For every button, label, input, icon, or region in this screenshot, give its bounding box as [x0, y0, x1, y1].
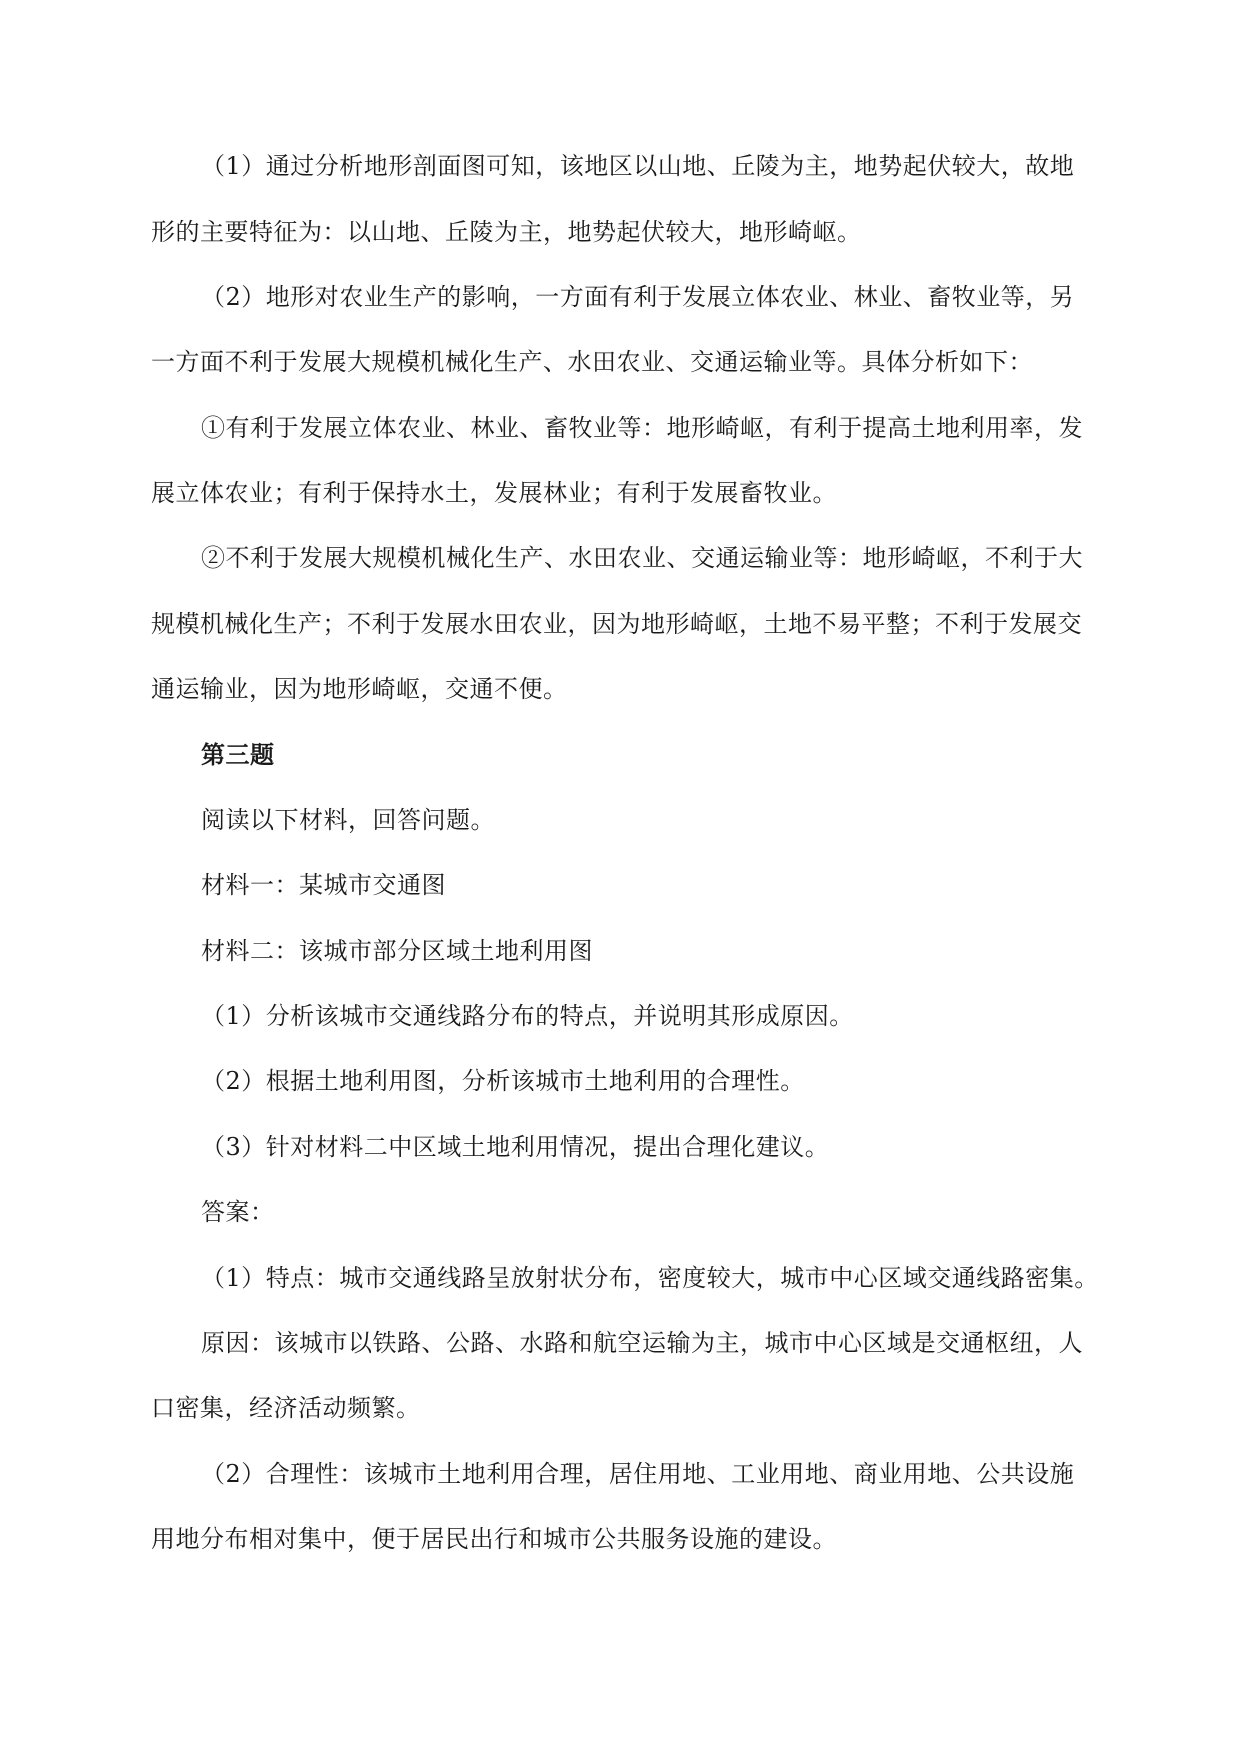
- paragraph-line: （2）合理性：该城市土地利用合理，居住用地、工业用地、商业用地、公共设施: [201, 1460, 1075, 1488]
- paragraph-line: 原因：该城市以铁路、公路、水路和航空运输为主，城市中心区域是交通枢纽，人: [201, 1329, 1083, 1357]
- paragraph-line: （2）根据土地利用图，分析该城市土地利用的合理性。: [201, 1067, 805, 1095]
- paragraph-line: 阅读以下材料，回答问题。: [201, 806, 495, 834]
- paragraph-line: 材料二：该城市部分区域土地利用图: [201, 937, 593, 965]
- section-heading: 第三题: [201, 741, 275, 769]
- paragraph-line: 展立体农业；有利于保持水土，发展林业；有利于发展畜牧业。: [151, 479, 837, 507]
- paragraph-line: 通运输业，因为地形崎岖，交通不便。: [151, 675, 568, 703]
- paragraph-line: ①有利于发展立体农业、林业、畜牧业等：地形崎岖，有利于提高土地利用率，发: [201, 414, 1083, 442]
- paragraph-line: 口密集，经济活动频繁。: [151, 1394, 421, 1422]
- paragraph-line: （2）地形对农业生产的影响，一方面有利于发展立体农业、林业、畜牧业等，另: [201, 283, 1075, 311]
- paragraph-line: 用地分布相对集中，便于居民出行和城市公共服务设施的建设。: [151, 1525, 837, 1553]
- paragraph-line: （1）通过分析地形剖面图可知，该地区以山地、丘陵为主，地势起伏较大，故地: [201, 152, 1075, 180]
- paragraph-line: （1）特点：城市交通线路呈放射状分布，密度较大，城市中心区域交通线路密集。: [201, 1264, 1099, 1292]
- paragraph-line: ②不利于发展大规模机械化生产、水田农业、交通运输业等：地形崎岖，不利于大: [201, 544, 1083, 572]
- paragraph-line: （1）分析该城市交通线路分布的特点，并说明其形成原因。: [201, 1002, 854, 1030]
- paragraph-line: （3）针对材料二中区域土地利用情况，提出合理化建议。: [201, 1133, 830, 1161]
- paragraph-line: 一方面不利于发展大规模机械化生产、水田农业、交通运输业等。具体分析如下：: [151, 348, 1033, 376]
- paragraph-line: 答案：: [201, 1198, 275, 1226]
- paragraph-line: 形的主要特征为：以山地、丘陵为主，地势起伏较大，地形崎岖。: [151, 218, 862, 246]
- paragraph-line: 规模机械化生产；不利于发展水田农业，因为地形崎岖，土地不易平整；不利于发展交: [151, 610, 1082, 638]
- paragraph-line: 材料一：某城市交通图: [201, 871, 446, 899]
